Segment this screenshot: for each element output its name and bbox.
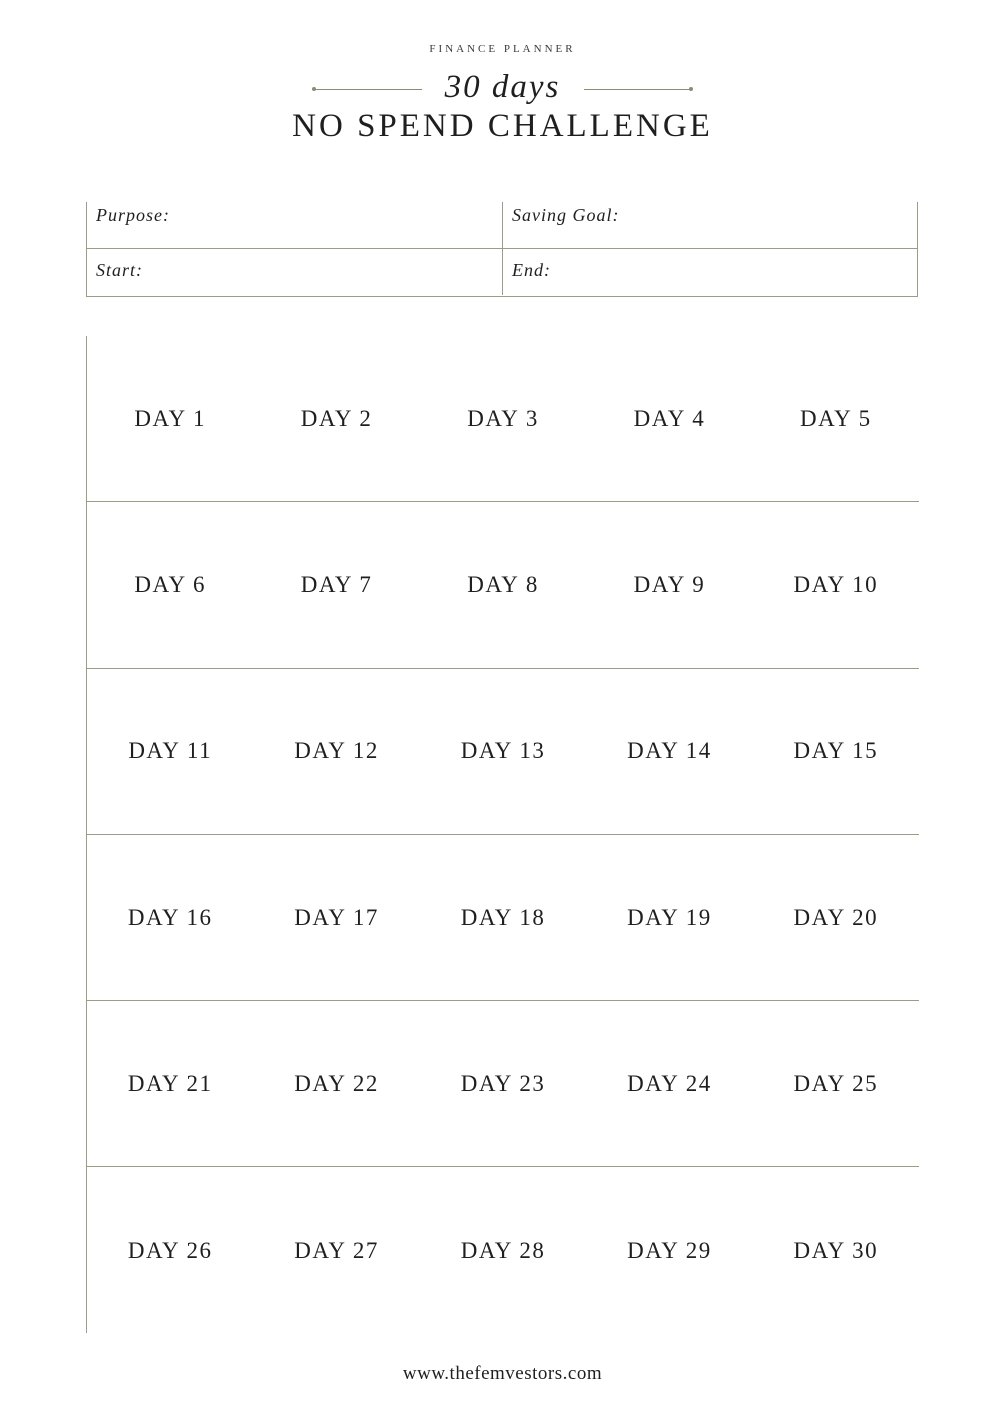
day-cell[interactable]: DAY 15 [793, 738, 879, 764]
day-row [87, 1001, 919, 1167]
day-grid [86, 336, 919, 1333]
saving-goal-field[interactable] [503, 202, 917, 249]
saving-goal-label: Saving Goal: [512, 205, 620, 225]
day-cell[interactable]: DAY 23 [460, 1070, 546, 1096]
day-cell[interactable]: DAY 8 [467, 571, 539, 597]
day-row [87, 336, 919, 502]
purpose-label: Purpose: [96, 205, 170, 225]
day-cell[interactable]: DAY 7 [300, 571, 373, 597]
day-cell[interactable]: DAY 3 [467, 405, 539, 431]
day-cell[interactable]: DAY 5 [800, 405, 872, 431]
day-cell[interactable]: DAY 4 [633, 405, 706, 431]
start-label: Start: [96, 260, 144, 280]
day-cell[interactable]: DAY 1 [134, 405, 207, 431]
eyebrow-label: FINANCE PLANNER [429, 43, 576, 55]
day-cell[interactable]: DAY 22 [294, 1070, 379, 1096]
day-cell[interactable]: DAY 25 [793, 1070, 879, 1096]
end-field[interactable] [503, 249, 917, 295]
day-cell[interactable]: DAY 28 [460, 1237, 546, 1263]
day-row [87, 1167, 919, 1333]
page-title: NO SPEND CHALLENGE [292, 108, 713, 144]
day-cell[interactable]: DAY 2 [300, 405, 373, 431]
footer-url: www.thefemvestors.com [402, 1363, 603, 1384]
day-cell[interactable]: DAY 19 [627, 904, 712, 930]
day-row [87, 669, 919, 835]
day-cell[interactable]: DAY 13 [460, 738, 546, 764]
purpose-field[interactable] [87, 202, 503, 249]
start-field[interactable] [87, 249, 503, 295]
day-cell[interactable]: DAY 27 [294, 1237, 379, 1263]
day-cell[interactable]: DAY 9 [633, 571, 706, 597]
end-label: End: [512, 260, 551, 280]
day-cell[interactable]: DAY 12 [294, 738, 379, 764]
day-cell[interactable]: DAY 30 [793, 1237, 879, 1263]
day-cell[interactable]: DAY 20 [793, 904, 879, 930]
day-cell[interactable]: DAY 24 [627, 1070, 712, 1096]
day-cell[interactable]: DAY 21 [127, 1070, 213, 1096]
day-cell[interactable]: DAY 18 [460, 904, 546, 930]
subtitle: 30 days [444, 69, 561, 105]
day-row [87, 502, 919, 668]
day-cell[interactable]: DAY 11 [128, 738, 213, 764]
day-cell[interactable]: DAY 14 [627, 738, 712, 764]
day-cell[interactable]: DAY 29 [627, 1237, 712, 1263]
day-cell[interactable]: DAY 6 [134, 571, 207, 597]
day-cell[interactable]: DAY 26 [127, 1237, 213, 1263]
day-cell[interactable]: DAY 10 [793, 571, 879, 597]
day-row [87, 835, 919, 1001]
day-cell[interactable]: DAY 17 [294, 904, 379, 930]
info-table [86, 202, 918, 297]
day-cell[interactable]: DAY 16 [127, 904, 213, 930]
